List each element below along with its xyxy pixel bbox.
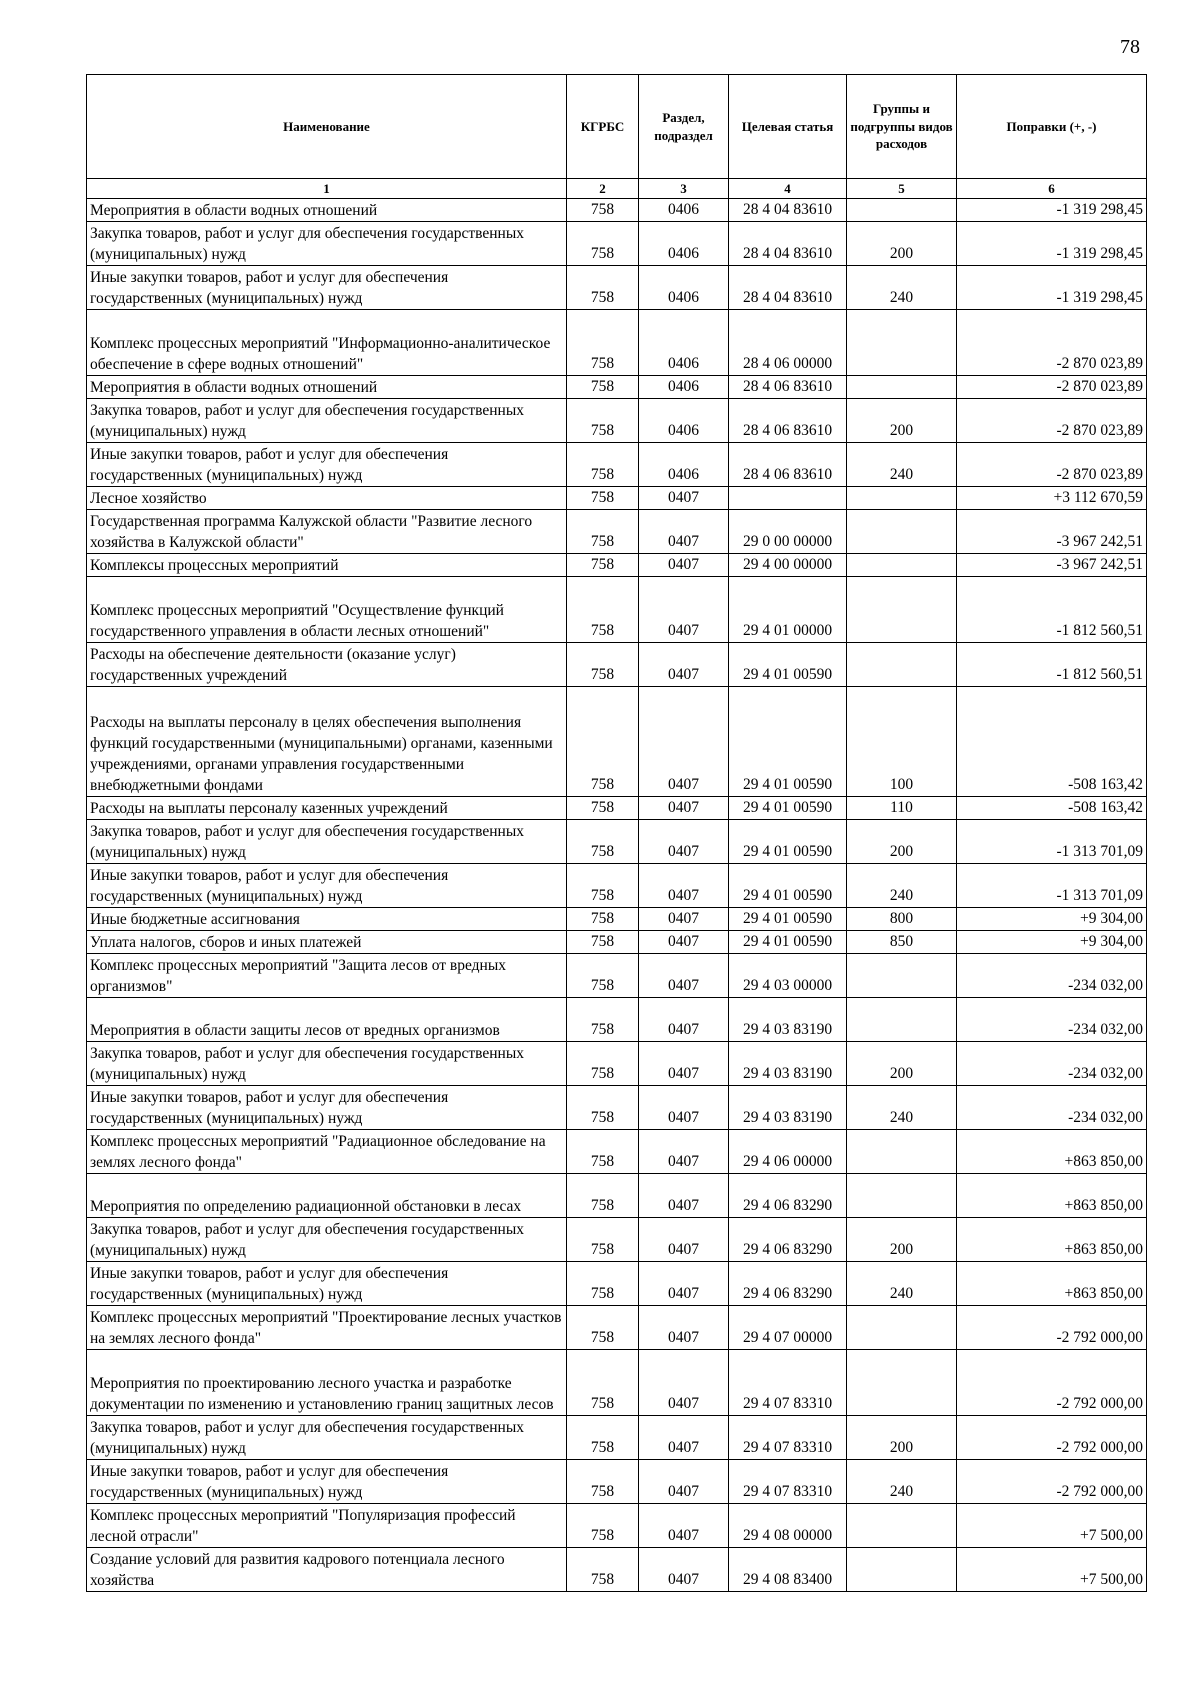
cell-name: Закупка товаров, работ и услуг для обеспечения государственных (муниципальных) нужд (87, 1042, 567, 1086)
cell-kgrbs: 758 (567, 222, 639, 266)
cell-expense-type: 200 (847, 222, 957, 266)
cell-amount: +863 850,00 (957, 1218, 1147, 1262)
table-row (87, 1174, 1147, 1218)
table-row (87, 266, 1147, 310)
col-header-razdel: Раздел, подраздел (639, 75, 729, 179)
cell-target-article: 29 4 03 83190 (729, 998, 847, 1042)
cell-kgrbs: 758 (567, 1042, 639, 1086)
cell-name: Мероприятия в области водных отношений (87, 376, 567, 399)
cell-expense-type (847, 998, 957, 1042)
cell-name: Комплекс процессных мероприятий "Проектирование лесных участков на землях лесного фонда" (87, 1306, 567, 1350)
table-row (87, 1416, 1147, 1460)
table-row (87, 1548, 1147, 1592)
cell-name: Мероприятия в области водных отношений (87, 199, 567, 222)
cell-target-article: 29 4 03 83190 (729, 1086, 847, 1130)
cell-name: Иные закупки товаров, работ и услуг для обеспечения государственных (муниципальных) нужд (87, 1262, 567, 1306)
cell-expense-type (847, 487, 957, 510)
cell-razdel: 0407 (639, 1548, 729, 1592)
cell-expense-type: 200 (847, 1416, 957, 1460)
cell-name: Комплекс процессных мероприятий "Информационно-аналитическое обеспечение в сфере водных отношений" (87, 310, 567, 376)
cell-target-article (729, 487, 847, 510)
cell-razdel: 0406 (639, 266, 729, 310)
cell-name: Комплекс процессных мероприятий "Осуществление функций государственного управления в области лесных отношений" (87, 577, 567, 643)
cell-kgrbs: 758 (567, 199, 639, 222)
cell-amount: -2 792 000,00 (957, 1460, 1147, 1504)
cell-amount: -2 792 000,00 (957, 1350, 1147, 1416)
cell-amount: -234 032,00 (957, 998, 1147, 1042)
cell-razdel: 0407 (639, 577, 729, 643)
cell-razdel: 0407 (639, 1174, 729, 1218)
budget-amendments-table (86, 74, 1147, 1592)
cell-kgrbs: 758 (567, 1504, 639, 1548)
cell-kgrbs: 758 (567, 1218, 639, 1262)
col-header-kgrbs: КГРБС (567, 75, 639, 179)
cell-target-article: 29 4 06 83290 (729, 1174, 847, 1218)
table-row (87, 820, 1147, 864)
cell-name: Иные закупки товаров, работ и услуг для обеспечения государственных (муниципальных) нужд (87, 864, 567, 908)
cell-expense-type: 200 (847, 820, 957, 864)
cell-name: Мероприятия по проектированию лесного участка и разработке документации по изменению и установлению границ защитных лесов (87, 1350, 567, 1416)
cell-expense-type: 200 (847, 399, 957, 443)
cell-target-article: 29 4 07 83310 (729, 1350, 847, 1416)
cell-razdel: 0407 (639, 687, 729, 797)
cell-amount: -1 812 560,51 (957, 643, 1147, 687)
cell-expense-type: 100 (847, 687, 957, 797)
cell-amount: +7 500,00 (957, 1504, 1147, 1548)
cell-expense-type: 110 (847, 797, 957, 820)
cell-razdel: 0407 (639, 1416, 729, 1460)
cell-amount: -1 319 298,45 (957, 266, 1147, 310)
cell-kgrbs: 758 (567, 1130, 639, 1174)
cell-kgrbs: 758 (567, 687, 639, 797)
cell-expense-type (847, 1130, 957, 1174)
cell-razdel: 0407 (639, 931, 729, 954)
cell-name: Закупка товаров, работ и услуг для обеспечения государственных (муниципальных) нужд (87, 399, 567, 443)
table-row (87, 399, 1147, 443)
cell-target-article: 29 4 03 00000 (729, 954, 847, 998)
table-row (87, 643, 1147, 687)
cell-kgrbs: 758 (567, 487, 639, 510)
cell-name: Закупка товаров, работ и услуг для обеспечения государственных (муниципальных) нужд (87, 222, 567, 266)
table-row (87, 1130, 1147, 1174)
cell-kgrbs: 758 (567, 1086, 639, 1130)
table-row (87, 1042, 1147, 1086)
col-number: 5 (847, 179, 957, 199)
table-row (87, 797, 1147, 820)
cell-amount: -1 313 701,09 (957, 820, 1147, 864)
cell-expense-type (847, 1350, 957, 1416)
table-row (87, 222, 1147, 266)
cell-target-article: 29 4 07 83310 (729, 1460, 847, 1504)
cell-razdel: 0407 (639, 1262, 729, 1306)
table-header-row (87, 75, 1147, 179)
column-number-row (87, 179, 1147, 199)
table-row (87, 687, 1147, 797)
cell-amount: -1 812 560,51 (957, 577, 1147, 643)
cell-target-article: 29 4 01 00590 (729, 687, 847, 797)
cell-expense-type: 240 (847, 443, 957, 487)
cell-name: Иные бюджетные ассигнования (87, 908, 567, 931)
cell-target-article: 29 4 01 00590 (729, 643, 847, 687)
cell-name: Государственная программа Калужской области "Развитие лесного хозяйства в Калужской области" (87, 510, 567, 554)
table-row (87, 1350, 1147, 1416)
cell-name: Закупка товаров, работ и услуг для обеспечения государственных (муниципальных) нужд (87, 820, 567, 864)
cell-kgrbs: 758 (567, 1548, 639, 1592)
col-header-amount: Поправки (+, -) (957, 75, 1147, 179)
cell-target-article: 28 4 04 83610 (729, 222, 847, 266)
cell-target-article: 29 0 00 00000 (729, 510, 847, 554)
cell-razdel: 0407 (639, 820, 729, 864)
cell-name: Расходы на обеспечение деятельности (оказание услуг) государственных учреждений (87, 643, 567, 687)
cell-target-article: 29 4 06 83290 (729, 1262, 847, 1306)
cell-amount: +863 850,00 (957, 1174, 1147, 1218)
cell-razdel: 0407 (639, 908, 729, 931)
cell-razdel: 0407 (639, 1042, 729, 1086)
cell-kgrbs: 758 (567, 399, 639, 443)
table-row (87, 376, 1147, 399)
cell-name: Лесное хозяйство (87, 487, 567, 510)
table-row (87, 1262, 1147, 1306)
table-row (87, 1218, 1147, 1262)
cell-kgrbs: 758 (567, 998, 639, 1042)
cell-expense-type (847, 1174, 957, 1218)
table-body (87, 199, 1147, 1592)
cell-kgrbs: 758 (567, 797, 639, 820)
cell-razdel: 0407 (639, 487, 729, 510)
cell-target-article: 29 4 01 00590 (729, 820, 847, 864)
cell-amount: -1 319 298,45 (957, 199, 1147, 222)
cell-expense-type (847, 310, 957, 376)
page-number: 78 (1120, 36, 1140, 58)
cell-kgrbs: 758 (567, 1174, 639, 1218)
table-row (87, 487, 1147, 510)
cell-kgrbs: 758 (567, 310, 639, 376)
cell-expense-type (847, 1548, 957, 1592)
cell-expense-type (847, 1504, 957, 1548)
cell-razdel: 0406 (639, 443, 729, 487)
cell-kgrbs: 758 (567, 864, 639, 908)
cell-expense-type (847, 577, 957, 643)
cell-razdel: 0406 (639, 310, 729, 376)
cell-expense-type (847, 376, 957, 399)
cell-expense-type (847, 510, 957, 554)
cell-target-article: 29 4 08 83400 (729, 1548, 847, 1592)
cell-expense-type: 240 (847, 266, 957, 310)
cell-name: Иные закупки товаров, работ и услуг для обеспечения государственных (муниципальных) нужд (87, 1086, 567, 1130)
cell-amount: -2 792 000,00 (957, 1416, 1147, 1460)
cell-razdel: 0407 (639, 797, 729, 820)
cell-name: Иные закупки товаров, работ и услуг для обеспечения государственных (муниципальных) нужд (87, 443, 567, 487)
col-number: 1 (87, 179, 567, 199)
cell-amount: +863 850,00 (957, 1130, 1147, 1174)
cell-razdel: 0406 (639, 399, 729, 443)
cell-razdel: 0407 (639, 998, 729, 1042)
cell-expense-type: 850 (847, 931, 957, 954)
cell-target-article: 28 4 06 83610 (729, 376, 847, 399)
cell-kgrbs: 758 (567, 376, 639, 399)
col-header-vid: Группы и подгруппы видов расходов (847, 75, 957, 179)
cell-target-article: 28 4 06 83610 (729, 399, 847, 443)
col-number: 2 (567, 179, 639, 199)
cell-expense-type: 240 (847, 1262, 957, 1306)
cell-target-article: 28 4 06 00000 (729, 310, 847, 376)
table-row (87, 554, 1147, 577)
cell-amount: -508 163,42 (957, 687, 1147, 797)
cell-razdel: 0407 (639, 1504, 729, 1548)
cell-kgrbs: 758 (567, 1416, 639, 1460)
col-header-name: Наименование (87, 75, 567, 179)
col-number: 6 (957, 179, 1147, 199)
cell-razdel: 0406 (639, 199, 729, 222)
cell-name: Создание условий для развития кадрового потенциала лесного хозяйства (87, 1548, 567, 1592)
cell-name: Комплекс процессных мероприятий "Популяризация профессий лесной отрасли" (87, 1504, 567, 1548)
cell-expense-type (847, 643, 957, 687)
cell-amount: -234 032,00 (957, 1042, 1147, 1086)
cell-target-article: 29 4 06 83290 (729, 1218, 847, 1262)
cell-target-article: 28 4 06 83610 (729, 443, 847, 487)
cell-name: Расходы на выплаты персоналу казенных учреждений (87, 797, 567, 820)
cell-amount: -2 870 023,89 (957, 443, 1147, 487)
table-row (87, 998, 1147, 1042)
table-row (87, 1460, 1147, 1504)
table-row (87, 1504, 1147, 1548)
cell-target-article: 29 4 01 00590 (729, 864, 847, 908)
cell-name: Иные закупки товаров, работ и услуг для обеспечения государственных (муниципальных) нужд (87, 1460, 567, 1504)
cell-kgrbs: 758 (567, 266, 639, 310)
cell-name: Уплата налогов, сборов и иных платежей (87, 931, 567, 954)
cell-name: Закупка товаров, работ и услуг для обеспечения государственных (муниципальных) нужд (87, 1416, 567, 1460)
cell-razdel: 0406 (639, 222, 729, 266)
cell-target-article: 29 4 08 00000 (729, 1504, 847, 1548)
cell-razdel: 0407 (639, 643, 729, 687)
cell-expense-type (847, 954, 957, 998)
cell-razdel: 0407 (639, 554, 729, 577)
cell-target-article: 29 4 06 00000 (729, 1130, 847, 1174)
table-row (87, 931, 1147, 954)
cell-name: Закупка товаров, работ и услуг для обеспечения государственных (муниципальных) нужд (87, 1218, 567, 1262)
cell-kgrbs: 758 (567, 643, 639, 687)
cell-razdel: 0406 (639, 376, 729, 399)
cell-razdel: 0407 (639, 1306, 729, 1350)
cell-target-article: 29 4 07 00000 (729, 1306, 847, 1350)
cell-amount: +9 304,00 (957, 908, 1147, 931)
table-row (87, 577, 1147, 643)
cell-kgrbs: 758 (567, 443, 639, 487)
table-row (87, 199, 1147, 222)
cell-name: Мероприятия по определению радиационной обстановки в лесах (87, 1174, 567, 1218)
cell-target-article: 29 4 03 83190 (729, 1042, 847, 1086)
cell-razdel: 0407 (639, 954, 729, 998)
cell-kgrbs: 758 (567, 931, 639, 954)
cell-expense-type: 240 (847, 1460, 957, 1504)
cell-kgrbs: 758 (567, 954, 639, 998)
cell-target-article: 29 4 01 00590 (729, 908, 847, 931)
cell-razdel: 0407 (639, 1350, 729, 1416)
cell-amount: -234 032,00 (957, 1086, 1147, 1130)
table-row (87, 954, 1147, 998)
cell-kgrbs: 758 (567, 1262, 639, 1306)
cell-name: Комплексы процессных мероприятий (87, 554, 567, 577)
cell-target-article: 29 4 00 00000 (729, 554, 847, 577)
table-row (87, 908, 1147, 931)
table-row (87, 1086, 1147, 1130)
cell-kgrbs: 758 (567, 1350, 639, 1416)
cell-target-article: 29 4 07 83310 (729, 1416, 847, 1460)
table-row (87, 443, 1147, 487)
cell-amount: -3 967 242,51 (957, 510, 1147, 554)
cell-kgrbs: 758 (567, 510, 639, 554)
cell-expense-type (847, 554, 957, 577)
cell-razdel: 0407 (639, 1086, 729, 1130)
cell-expense-type: 240 (847, 1086, 957, 1130)
cell-amount: -3 967 242,51 (957, 554, 1147, 577)
cell-expense-type (847, 1306, 957, 1350)
cell-kgrbs: 758 (567, 1460, 639, 1504)
cell-target-article: 28 4 04 83610 (729, 199, 847, 222)
cell-amount: -2 870 023,89 (957, 310, 1147, 376)
cell-razdel: 0407 (639, 1460, 729, 1504)
col-number: 4 (729, 179, 847, 199)
cell-kgrbs: 758 (567, 554, 639, 577)
cell-target-article: 29 4 01 00590 (729, 931, 847, 954)
cell-target-article: 28 4 04 83610 (729, 266, 847, 310)
cell-name: Комплекс процессных мероприятий "Радиационное обследование на землях лесного фонда" (87, 1130, 567, 1174)
cell-amount: -2 870 023,89 (957, 399, 1147, 443)
cell-name: Комплекс процессных мероприятий "Защита лесов от вредных организмов" (87, 954, 567, 998)
table-row (87, 1306, 1147, 1350)
cell-razdel: 0407 (639, 1130, 729, 1174)
cell-target-article: 29 4 01 00590 (729, 797, 847, 820)
cell-amount: +863 850,00 (957, 1262, 1147, 1306)
table-row (87, 310, 1147, 376)
cell-razdel: 0407 (639, 864, 729, 908)
cell-amount: +9 304,00 (957, 931, 1147, 954)
cell-amount: -2 792 000,00 (957, 1306, 1147, 1350)
cell-amount: +3 112 670,59 (957, 487, 1147, 510)
col-header-statya: Целевая статья (729, 75, 847, 179)
cell-kgrbs: 758 (567, 577, 639, 643)
col-number: 3 (639, 179, 729, 199)
cell-target-article: 29 4 01 00000 (729, 577, 847, 643)
table-row (87, 510, 1147, 554)
cell-razdel: 0407 (639, 1218, 729, 1262)
cell-kgrbs: 758 (567, 1306, 639, 1350)
cell-amount: -1 313 701,09 (957, 864, 1147, 908)
table-row (87, 864, 1147, 908)
cell-name: Иные закупки товаров, работ и услуг для обеспечения государственных (муниципальных) нужд (87, 266, 567, 310)
cell-expense-type: 200 (847, 1218, 957, 1262)
cell-expense-type: 200 (847, 1042, 957, 1086)
cell-razdel: 0407 (639, 510, 729, 554)
cell-name: Мероприятия в области защиты лесов от вредных организмов (87, 998, 567, 1042)
cell-amount: +7 500,00 (957, 1548, 1147, 1592)
cell-expense-type: 240 (847, 864, 957, 908)
cell-kgrbs: 758 (567, 820, 639, 864)
cell-amount: -2 870 023,89 (957, 376, 1147, 399)
cell-name: Расходы на выплаты персоналу в целях обеспечения выполнения функций государственными (муниципальными) органами, казенными учреждениями, органами управления государственными внебюджетными фондами (87, 687, 567, 797)
cell-amount: -234 032,00 (957, 954, 1147, 998)
cell-expense-type: 800 (847, 908, 957, 931)
cell-amount: -1 319 298,45 (957, 222, 1147, 266)
cell-expense-type (847, 199, 957, 222)
cell-amount: -508 163,42 (957, 797, 1147, 820)
cell-kgrbs: 758 (567, 908, 639, 931)
